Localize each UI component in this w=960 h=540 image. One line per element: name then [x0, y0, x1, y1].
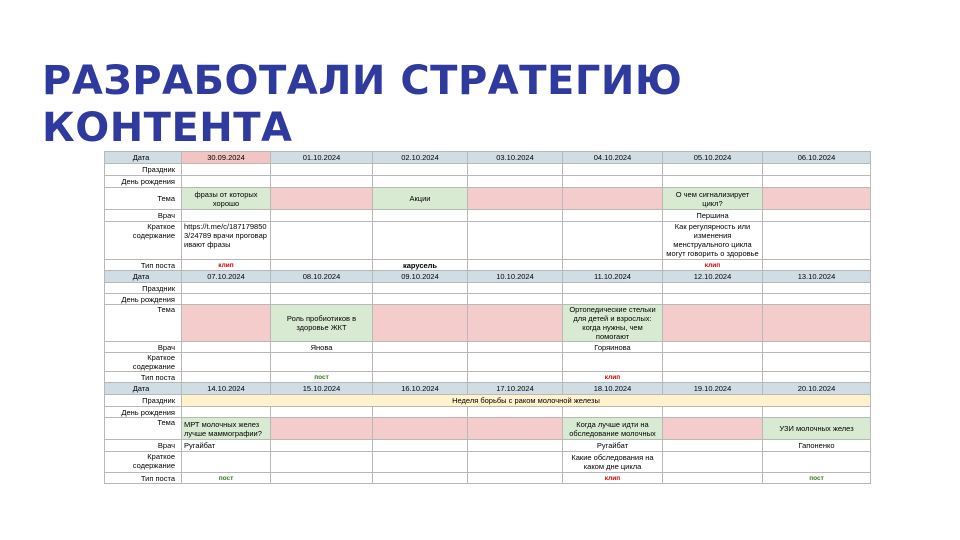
row-label-doctor: Врач: [105, 210, 182, 222]
row-label-post-type: Тип поста: [105, 260, 182, 271]
topic-cell: [373, 305, 468, 342]
doctor-cell: [182, 210, 271, 222]
date-cell: 09.10.2024: [373, 271, 468, 283]
slide-title-line-2: КОНТЕНТА: [42, 105, 293, 151]
doctor-cell: [182, 342, 271, 353]
topic-cell: [182, 305, 271, 342]
post-type-row: [105, 473, 871, 484]
row-label-doctor: Врач: [105, 440, 182, 452]
summary-cell: https://t.me/c/1871798503/24789 врачи проговаривают фразы: [182, 222, 271, 260]
date-cell: 30.09.2024: [182, 152, 271, 164]
doctor-cell: [763, 210, 871, 222]
post-type-cell: [373, 372, 468, 383]
doctor-cell: Янова: [271, 342, 373, 353]
post-type-cell: [563, 260, 663, 271]
topic-cell: [663, 305, 763, 342]
topic-cell: Ортопедические стельки для детей и взрослых: когда нужны, чем помогают: [563, 305, 663, 342]
topic-cell: фразы от которых хорошо: [182, 188, 271, 210]
topic-cell: [663, 418, 763, 440]
doctor-cell: [663, 440, 763, 452]
summary-cell: [271, 222, 373, 260]
date-cell: 07.10.2024: [182, 271, 271, 283]
topic-cell: [271, 418, 373, 440]
doctor-cell: [271, 440, 373, 452]
topic-cell: УЗИ молочных желез: [763, 418, 871, 440]
post-type-cell: клип: [182, 260, 271, 271]
date-cell: 20.10.2024: [763, 383, 871, 395]
summary-row: [105, 353, 871, 372]
holiday-row: [105, 164, 871, 176]
date-cell: 11.10.2024: [563, 271, 663, 283]
summary-cell: [373, 452, 468, 473]
row-label-birthday: День рождения: [105, 176, 182, 188]
doctor-cell: Гапоненко: [763, 440, 871, 452]
doctor-cell: [763, 342, 871, 353]
row-label-birthday: День рождения: [105, 294, 182, 305]
holiday-row: [105, 283, 871, 294]
post-type-cell: [468, 260, 563, 271]
topic-cell: Роль пробиотиков в здоровье ЖКТ: [271, 305, 373, 342]
birthday-row: [105, 176, 871, 188]
doctor-row: [105, 210, 871, 222]
post-type-cell: [663, 372, 763, 383]
date-cell: 05.10.2024: [663, 152, 763, 164]
summary-cell: [271, 452, 373, 473]
post-type-row: [105, 372, 871, 383]
summary-cell: Как регулярность или изменения менструального цикла могут говорить о здоровье: [663, 222, 763, 260]
summary-cell: [468, 222, 563, 260]
topic-cell: [563, 188, 663, 210]
doctor-row: [105, 342, 871, 353]
row-label-date: Дата: [105, 152, 182, 164]
post-type-cell: [663, 473, 763, 484]
topic-cell: МРТ молочных желез лучше маммографии?: [182, 418, 271, 440]
post-type-cell: [373, 473, 468, 484]
post-type-cell: клип: [663, 260, 763, 271]
summary-cell: [763, 452, 871, 473]
row-label-post-type: Тип поста: [105, 372, 182, 383]
holiday-cell: Неделя борьбы с раком молочной железы: [182, 395, 871, 407]
slide-title-line-1: РАЗРАБОТАЛИ СТРАТЕГИЮ: [42, 58, 683, 104]
topic-row: [105, 418, 871, 440]
row-label-topic: Тема: [105, 188, 182, 210]
post-type-cell: [468, 473, 563, 484]
date-cell: 08.10.2024: [271, 271, 373, 283]
summary-cell: Какие обследования на каком дне цикла: [563, 452, 663, 473]
date-cell: 15.10.2024: [271, 383, 373, 395]
summary-cell: [763, 222, 871, 260]
doctor-cell: [468, 440, 563, 452]
row-label-holiday: Праздник: [105, 164, 182, 176]
row-label-date: Дата: [105, 383, 182, 395]
date-cell: 18.10.2024: [563, 383, 663, 395]
topic-cell: [468, 418, 563, 440]
row-label-post-type: Тип поста: [105, 473, 182, 484]
doctor-cell: [373, 210, 468, 222]
doctor-cell: Горяинова: [563, 342, 663, 353]
slide-title: [42, 58, 682, 152]
date-cell: 10.10.2024: [468, 271, 563, 283]
topic-cell: [763, 188, 871, 210]
date-cell: 01.10.2024: [271, 152, 373, 164]
post-type-row: [105, 260, 871, 271]
birthday-row: [105, 294, 871, 305]
date-cell: 04.10.2024: [563, 152, 663, 164]
row-label-summary: Краткое содержание: [105, 353, 182, 372]
summary-cell: [468, 452, 563, 473]
topic-row: [105, 305, 871, 342]
summary-cell: [373, 222, 468, 260]
date-cell: 12.10.2024: [663, 271, 763, 283]
row-label-doctor: Врач: [105, 342, 182, 353]
doctor-cell: [663, 342, 763, 353]
doctor-cell: Ругайбат: [182, 440, 271, 452]
post-type-cell: [182, 372, 271, 383]
post-type-cell: [468, 372, 563, 383]
post-type-cell: [271, 473, 373, 484]
date-cell: 03.10.2024: [468, 152, 563, 164]
doctor-cell: [271, 210, 373, 222]
post-type-cell: [763, 372, 871, 383]
date-cell: 17.10.2024: [468, 383, 563, 395]
summary-row: [105, 452, 871, 473]
content-plan-table: [104, 151, 871, 484]
topic-row: [105, 188, 871, 210]
row-label-summary: Краткое содержание: [105, 452, 182, 473]
date-row: [105, 271, 871, 283]
date-cell: 06.10.2024: [763, 152, 871, 164]
doctor-cell: [373, 440, 468, 452]
doctor-cell: Першина: [663, 210, 763, 222]
doctor-cell: Ругайбат: [563, 440, 663, 452]
topic-cell: [763, 305, 871, 342]
topic-cell: Когда лучше идти на обследование молочных: [563, 418, 663, 440]
post-type-cell: пост: [271, 372, 373, 383]
post-type-cell: пост: [763, 473, 871, 484]
date-row: [105, 152, 871, 164]
topic-cell: [468, 188, 563, 210]
date-row: [105, 383, 871, 395]
topic-cell: О чем сигнализирует цикл?: [663, 188, 763, 210]
topic-cell: [468, 305, 563, 342]
doctor-cell: [468, 210, 563, 222]
post-type-cell: карусель: [373, 260, 468, 271]
row-label-summary: Краткое содержание: [105, 222, 182, 260]
doctor-cell: [468, 342, 563, 353]
summary-cell: [663, 452, 763, 473]
summary-row: [105, 222, 871, 260]
date-cell: 19.10.2024: [663, 383, 763, 395]
doctor-cell: [563, 210, 663, 222]
topic-cell: [373, 418, 468, 440]
row-label-topic: Тема: [105, 418, 182, 440]
row-label-holiday: Праздник: [105, 283, 182, 294]
row-label-birthday: День рождения: [105, 407, 182, 418]
summary-cell: [182, 452, 271, 473]
holiday-row: [105, 395, 871, 407]
topic-cell: Акции: [373, 188, 468, 210]
post-type-cell: [271, 260, 373, 271]
post-type-cell: пост: [182, 473, 271, 484]
doctor-row: [105, 440, 871, 452]
summary-cell: [563, 222, 663, 260]
row-label-holiday: Праздник: [105, 395, 182, 407]
date-cell: 14.10.2024: [182, 383, 271, 395]
post-type-cell: клип: [563, 473, 663, 484]
birthday-row: [105, 407, 871, 418]
date-cell: 16.10.2024: [373, 383, 468, 395]
doctor-cell: [373, 342, 468, 353]
date-cell: 02.10.2024: [373, 152, 468, 164]
row-label-date: Дата: [105, 271, 182, 283]
row-label-topic: Тема: [105, 305, 182, 342]
post-type-cell: [763, 260, 871, 271]
post-type-cell: клип: [563, 372, 663, 383]
topic-cell: [271, 188, 373, 210]
date-cell: 13.10.2024: [763, 271, 871, 283]
